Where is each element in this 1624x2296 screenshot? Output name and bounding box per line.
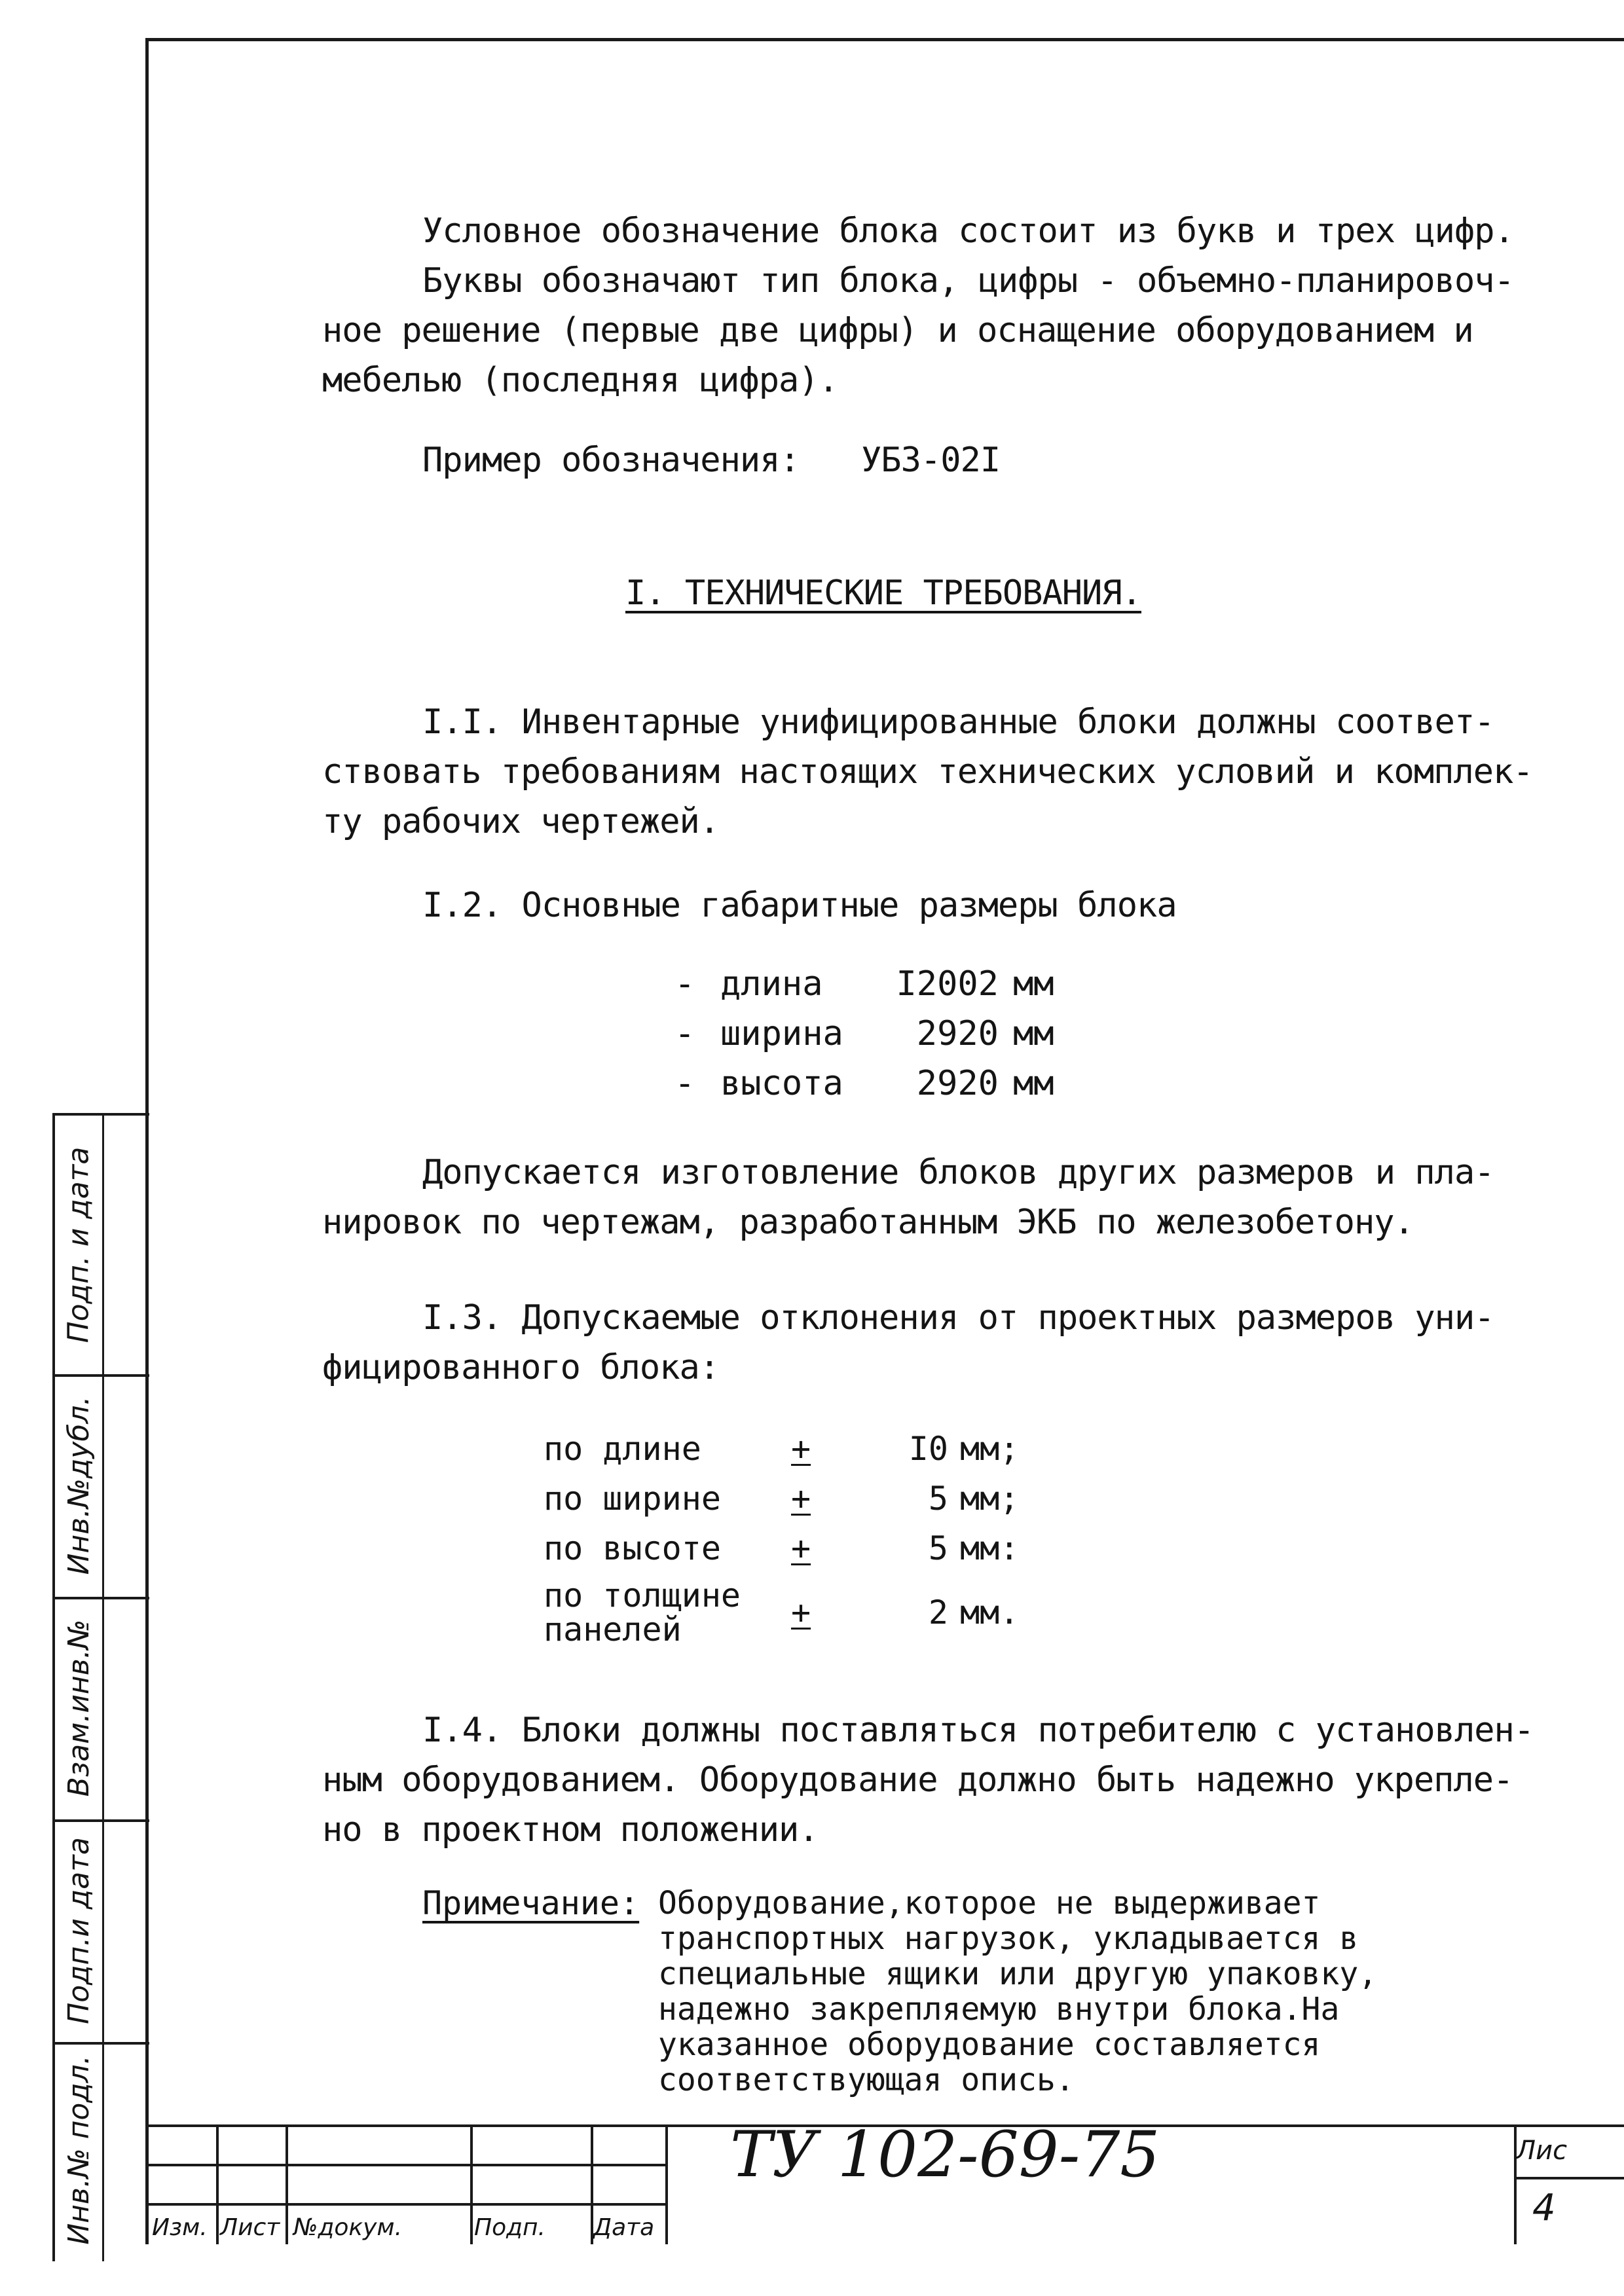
side-stamp-label: Взам.инв.№ [62,1619,96,1797]
sheet-label: Лис [1516,2136,1568,2166]
example-label: Пример обозначения: [422,441,800,480]
p11-line-1: I.I. Инвентарные унифицированные блоки должны соответ- [422,702,1494,742]
side-stamp-line [55,1597,149,1599]
intro-line-2: Буквы обозначают тип блока, цифры - объемно-планировоч- [422,261,1514,301]
title-block-col [470,2124,473,2244]
side-stamp-line [55,1374,149,1377]
col-izm: Изм. [152,2214,208,2241]
side-stamp-label: Подп. и дата [62,1146,96,1343]
title-block-line [148,2164,665,2166]
side-stamp-line [55,2042,149,2045]
note-label: Примечание: [422,1884,640,1922]
dimensions-list [674,959,1054,1108]
p11-line-2: ствовать требованиям настоящих технических условий и комплек- [322,752,1533,792]
dimension-row: - длина I2002 мм [674,964,1054,1004]
title-block-col [216,2124,219,2244]
note-text: Оборудование,которое не выдерживает транспортных нагрузок, укладывается в специальные ящики или другую упаковку, надежно закрепляемую внутри блока.На указанное оборудование составляется соответствующая опись. [658,1885,1378,2098]
side-stamp-line [55,1819,149,1822]
tolerance-row: по длине + I0 мм; [544,1430,1020,1468]
p14-line-1: I.4. Блоки должны поставляться потребителю с установлен- [422,1711,1534,1750]
p11-line-3: ту рабочих чертежей. [322,802,720,841]
col-podp: Подп. [474,2214,545,2241]
side-stamp-label: Инв.№дубл. [62,1396,96,1575]
tolerances-list [544,1424,1019,1652]
allow-line-2: нировок по чертежам, разработанным ЭКБ по железобетону. [322,1203,1414,1242]
sheet-number: 4 [1532,2187,1556,2229]
side-stamp-label: Подп.и дата [62,1837,96,2024]
page-frame-top [145,38,1624,41]
p14-line-2: ным оборудованием. Оборудование должно быть надежно укрепле- [322,1760,1513,1800]
p13-line-1: I.3. Допускаемые отклонения от проектных размеров уни- [422,1298,1494,1338]
intro-line-1: Условное обозначение блока состоит из букв и трех цифр. [422,211,1514,251]
dimension-row: - высота 2920 мм [674,1064,1054,1103]
intro-line-3: ное решение (первые две цифры) и оснащение оборудованием и [322,311,1473,350]
dimension-row: - ширина 2920 мм [674,1014,1054,1053]
tolerance-row: по ширине + 5 мм; [544,1480,1020,1518]
p14-line-3: но в проектном положении. [322,1810,819,1850]
title-block-col [286,2124,288,2244]
side-stamp-label: Инв.№ подл. [62,2055,96,2245]
allow-line-1: Допускается изготовление блоков других размеров и пла- [422,1153,1494,1192]
p12-text: I.2. Основные габаритные размеры блока [422,886,1177,925]
title-block-col [665,2124,668,2244]
tolerance-row: по толщине панелей + 2 мм. [544,1576,1020,1649]
title-block-line [1514,2177,1624,2179]
p13-line-2: фицированного блока: [322,1348,720,1387]
col-data: Дата [593,2214,655,2241]
col-dokum: №докум. [293,2214,403,2241]
tolerance-row: по высоте + 5 мм: [544,1529,1020,1567]
title-block-line [148,2203,665,2206]
side-stamp [52,1113,149,2261]
section-title: I. ТЕХНИЧЕСКИЕ ТРЕБОВАНИЯ. [625,574,1141,613]
col-list: Лист [220,2214,280,2241]
example-value: УБЗ-02I [861,441,1001,480]
document-code: ТУ 102-69-75 [730,2118,1160,2191]
intro-line-4: мебелью (последняя цифра). [322,361,838,400]
